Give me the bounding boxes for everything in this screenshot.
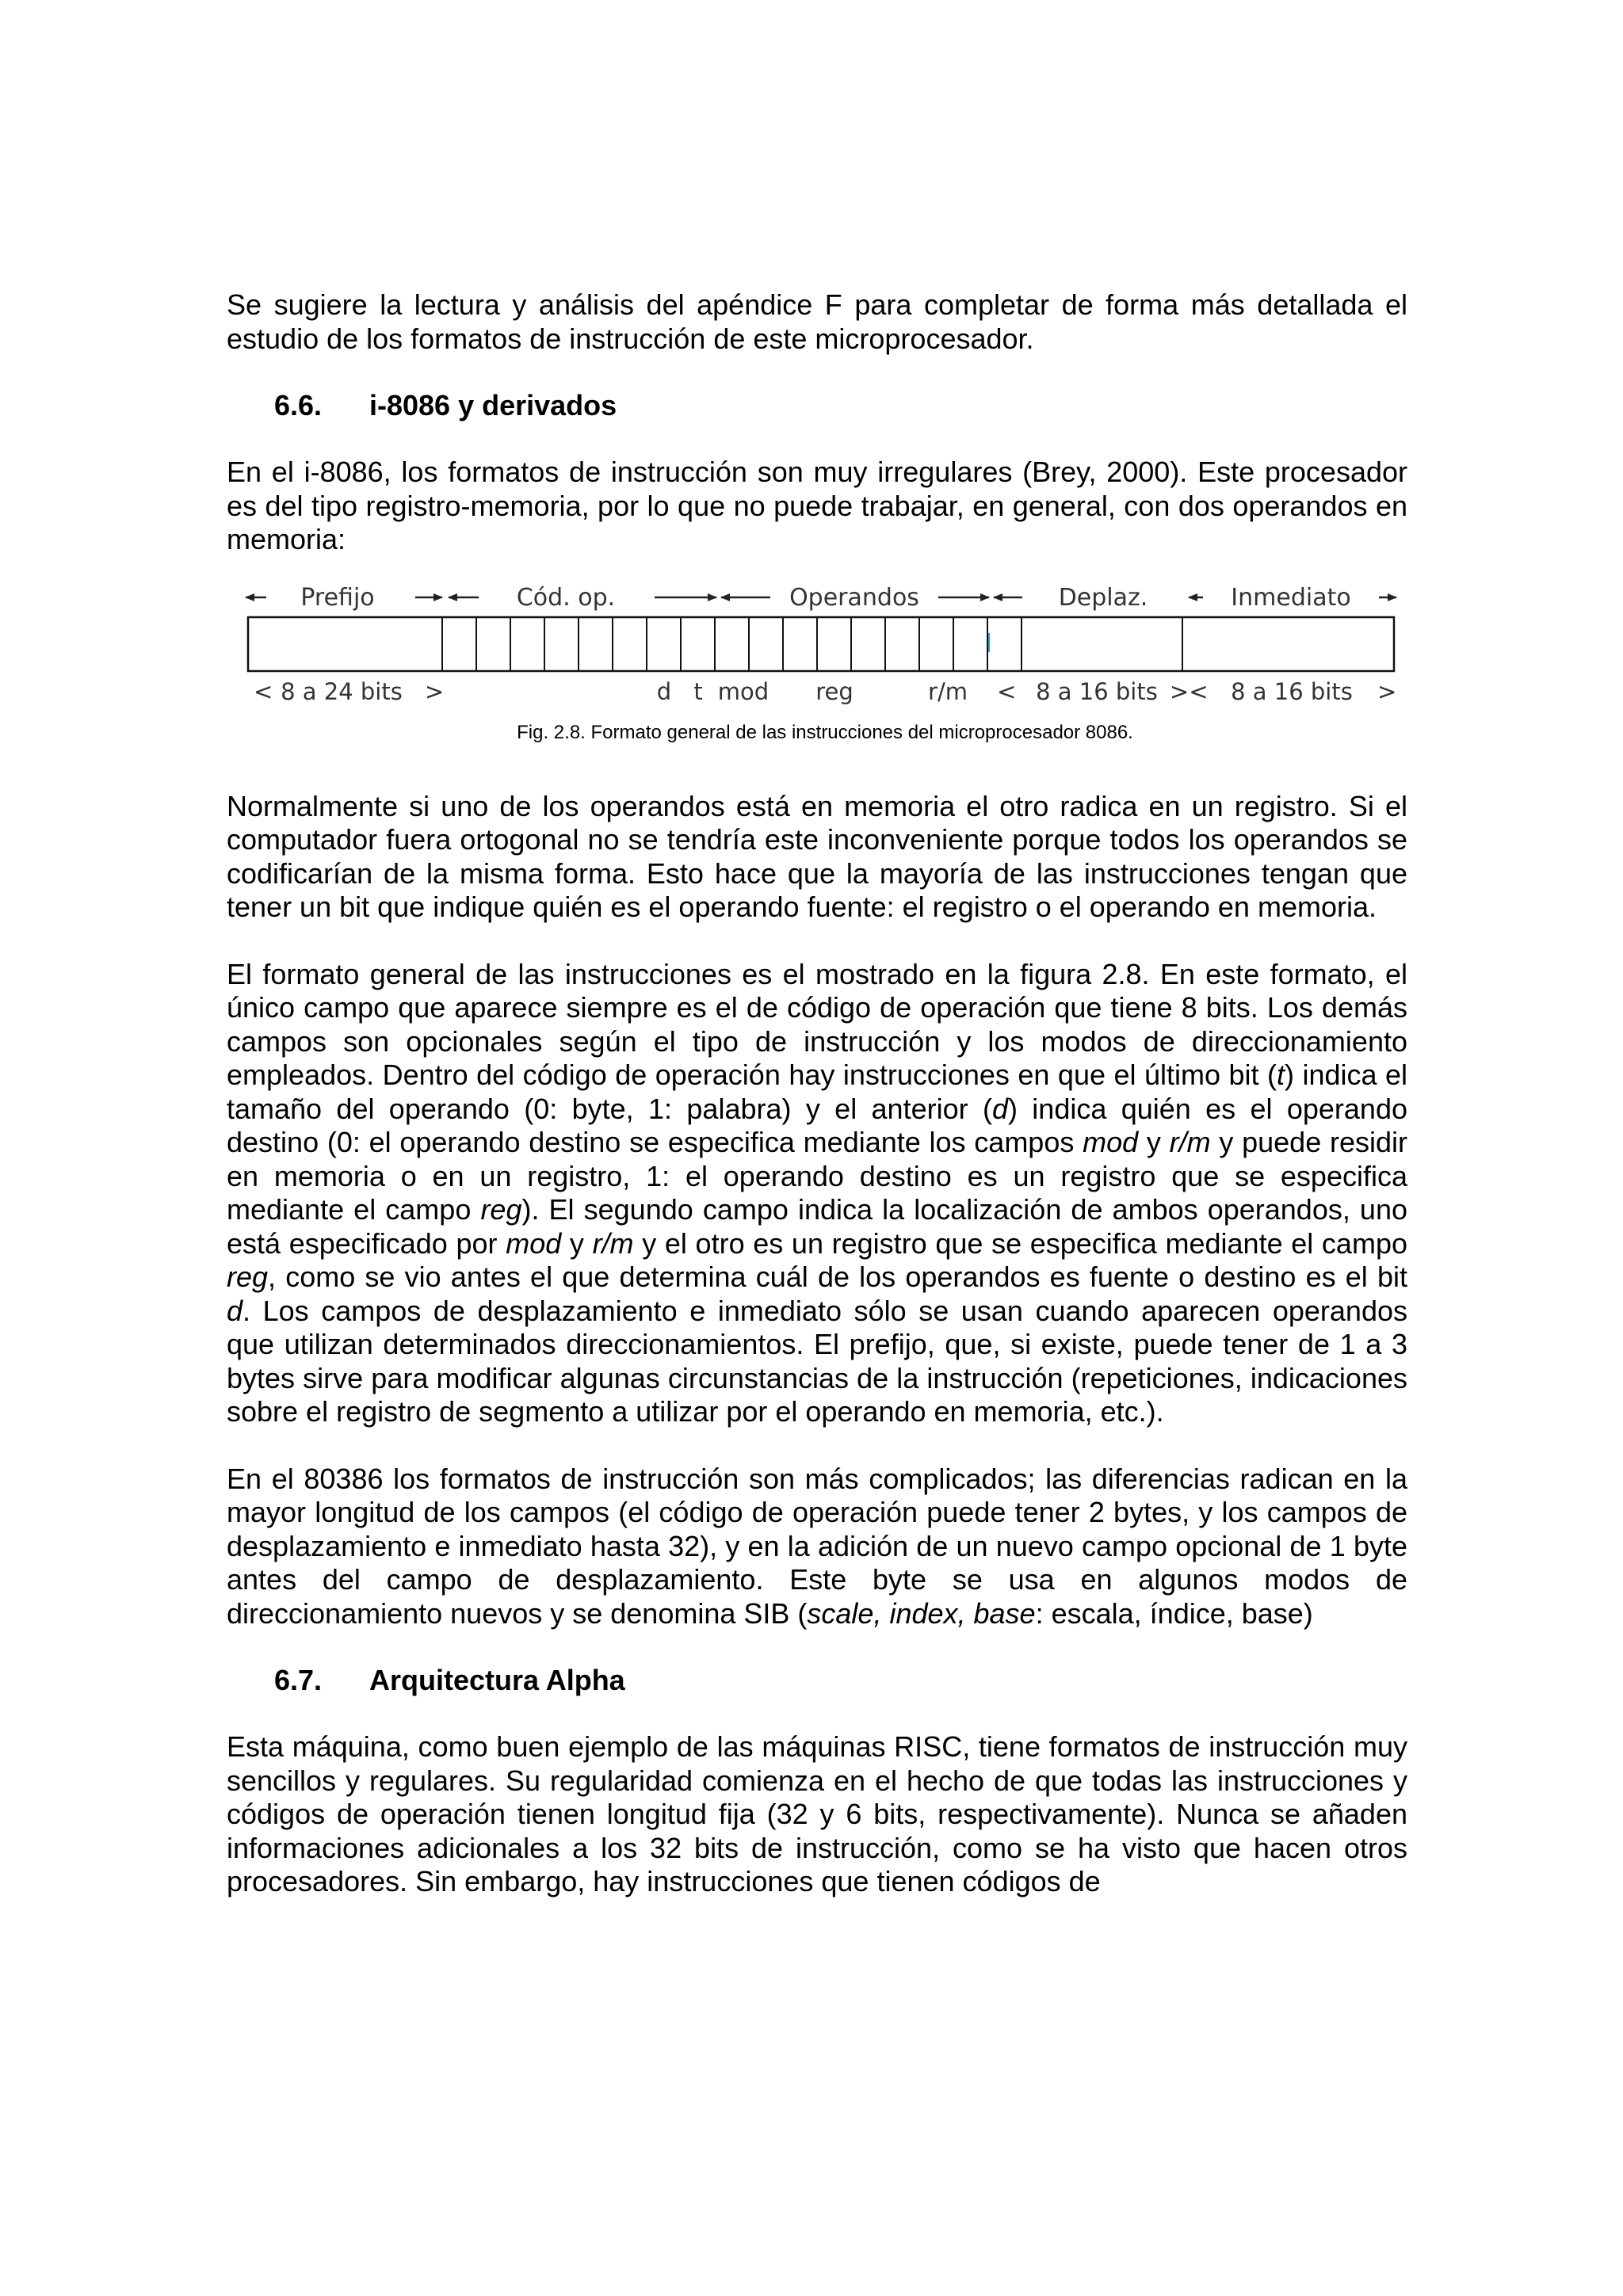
label-prefijo: Prefijo bbox=[300, 583, 375, 612]
label-inmediato: Inmediato bbox=[1231, 583, 1351, 612]
label-d-bit: d bbox=[656, 677, 672, 705]
figure-caption: Fig. 2.8. Formato general de las instrucciones del microprocesador 8086. bbox=[517, 721, 1133, 743]
label-gt-2: > bbox=[1377, 677, 1397, 705]
section-heading-6-7 bbox=[227, 1664, 1407, 1697]
paragraph-80386: En el 80386 los formatos de instrucción son más complicados; las diferencias radican en la mayor longitud de los campos (el código de operación puede tener 2 bytes, y los campos de desplazamiento e inmediato hasta 32), y en la adición de un nuevo campo opcional de 1 byte antes del campo de desplazamiento. Este byte se usa en algunos modos de direccionamiento nuevos y se denomina SIB (scale, index, base: escala, índice, base) bbox=[227, 1462, 1407, 1630]
section-number: 6.6. bbox=[274, 389, 323, 421]
instruction-format-diagram bbox=[227, 573, 1407, 707]
section-title: Arquitectura Alpha bbox=[369, 1664, 625, 1696]
label-operandos: Operandos bbox=[789, 583, 919, 612]
label-gtlt: >< bbox=[1170, 677, 1209, 705]
label-rm: r/m bbox=[928, 677, 968, 705]
label-lt-1: < bbox=[254, 677, 273, 705]
paragraph-8086-intro: En el i-8086, los formatos de instrucción son muy irregulares (Brey, 2000). Este procesador es del tipo registro-memoria, por lo que no puede trabajar, en general, con dos operandos en memoria: bbox=[227, 456, 1407, 555]
label-inmediato-size: 8 a 16 bits bbox=[1231, 677, 1353, 705]
instruction-box bbox=[248, 617, 1394, 671]
label-prefijo-size: 8 a 24 bits bbox=[281, 677, 403, 705]
label-cod-op: Cód. op. bbox=[516, 583, 616, 612]
paragraph-intro: Se sugiere la lectura y análisis del apéndice F para completar de forma más detallada el estudio de los formatos de instrucción de este microprocesador. bbox=[227, 288, 1407, 355]
paragraph-operands: Normalmente si uno de los operandos está en memoria el otro radica en un registro. Si el computador fuera ortogonal no se tendría este inconveniente porque todos los operandos se codificarían de la misma forma. Esto hace que la mayoría de las instrucciones tengan que tener un bit que indique quién es el operando fuente: el registro o el operando en memoria. bbox=[227, 789, 1407, 923]
document-page bbox=[227, 288, 1407, 1932]
paragraph-general-format: El formato general de las instrucciones es el mostrado en la figura 2.8. En este formato, el único campo que aparece siempre es el de código de operación que tiene 8 bits. Los demás campos son opcionales según el tipo de instrucción y los modos de direccionamiento empleados. Dentro del código de operación hay instrucciones en que el último bit (t) indica el tamaño del operando (0: byte, 1: palabra) y el anterior (d) indica quién es el operando destino (0: el operando destino se especifica mediante los campos mod y r/m y puede residir en memoria o en un registro, 1: el operando destino es un registro que se especifica mediante el campo reg). El segundo campo indica la localización de ambos operandos, uno está especificado por mod y r/m y el otro es un registro que se especifica mediante el campo reg, como se vio antes el que determina cuál de los operandos es fuente o destino es el bit d. Los campos de desplazamiento e inmediato sólo se usan cuando aparecen operandos que utilizan determinados direccionamientos. El prefijo, que, si existe, puede tener de 1 a 3 bytes sirve para modificar algunas circunstancias de la instrucción (repeticiones, indicaciones sobre el registro de segmento a utilizar por el operando en memoria, etc.). bbox=[227, 957, 1408, 1428]
label-t-bit: t bbox=[693, 677, 703, 705]
section-title: i-8086 y derivados bbox=[369, 389, 617, 421]
label-lt-2: < bbox=[997, 677, 1017, 705]
label-mod: mod bbox=[717, 677, 769, 705]
instruction-format-figure bbox=[227, 573, 1407, 707]
section-heading-6-6 bbox=[227, 389, 1407, 422]
label-reg: reg bbox=[815, 677, 854, 705]
paragraph-alpha: Esta máquina, como buen ejemplo de las máquinas RISC, tiene formatos de instrucción muy sencillos y regulares. Su regularidad comienza en el hecho de que todas las instrucciones y códigos de operación tienen longitud fija (32 y 6 bits, respectivamente). Nunca se añaden informaciones adicionales a los 32 bits de instrucción, como se ha visto que hacen otros procesadores. Sin embargo, hay instrucciones que tienen códigos de bbox=[227, 1730, 1407, 1897]
label-gt-1: > bbox=[425, 677, 445, 705]
label-deplaz: Deplaz. bbox=[1058, 583, 1148, 612]
label-deplaz-size: 8 a 16 bits bbox=[1036, 677, 1158, 705]
section-number: 6.7. bbox=[274, 1664, 323, 1696]
